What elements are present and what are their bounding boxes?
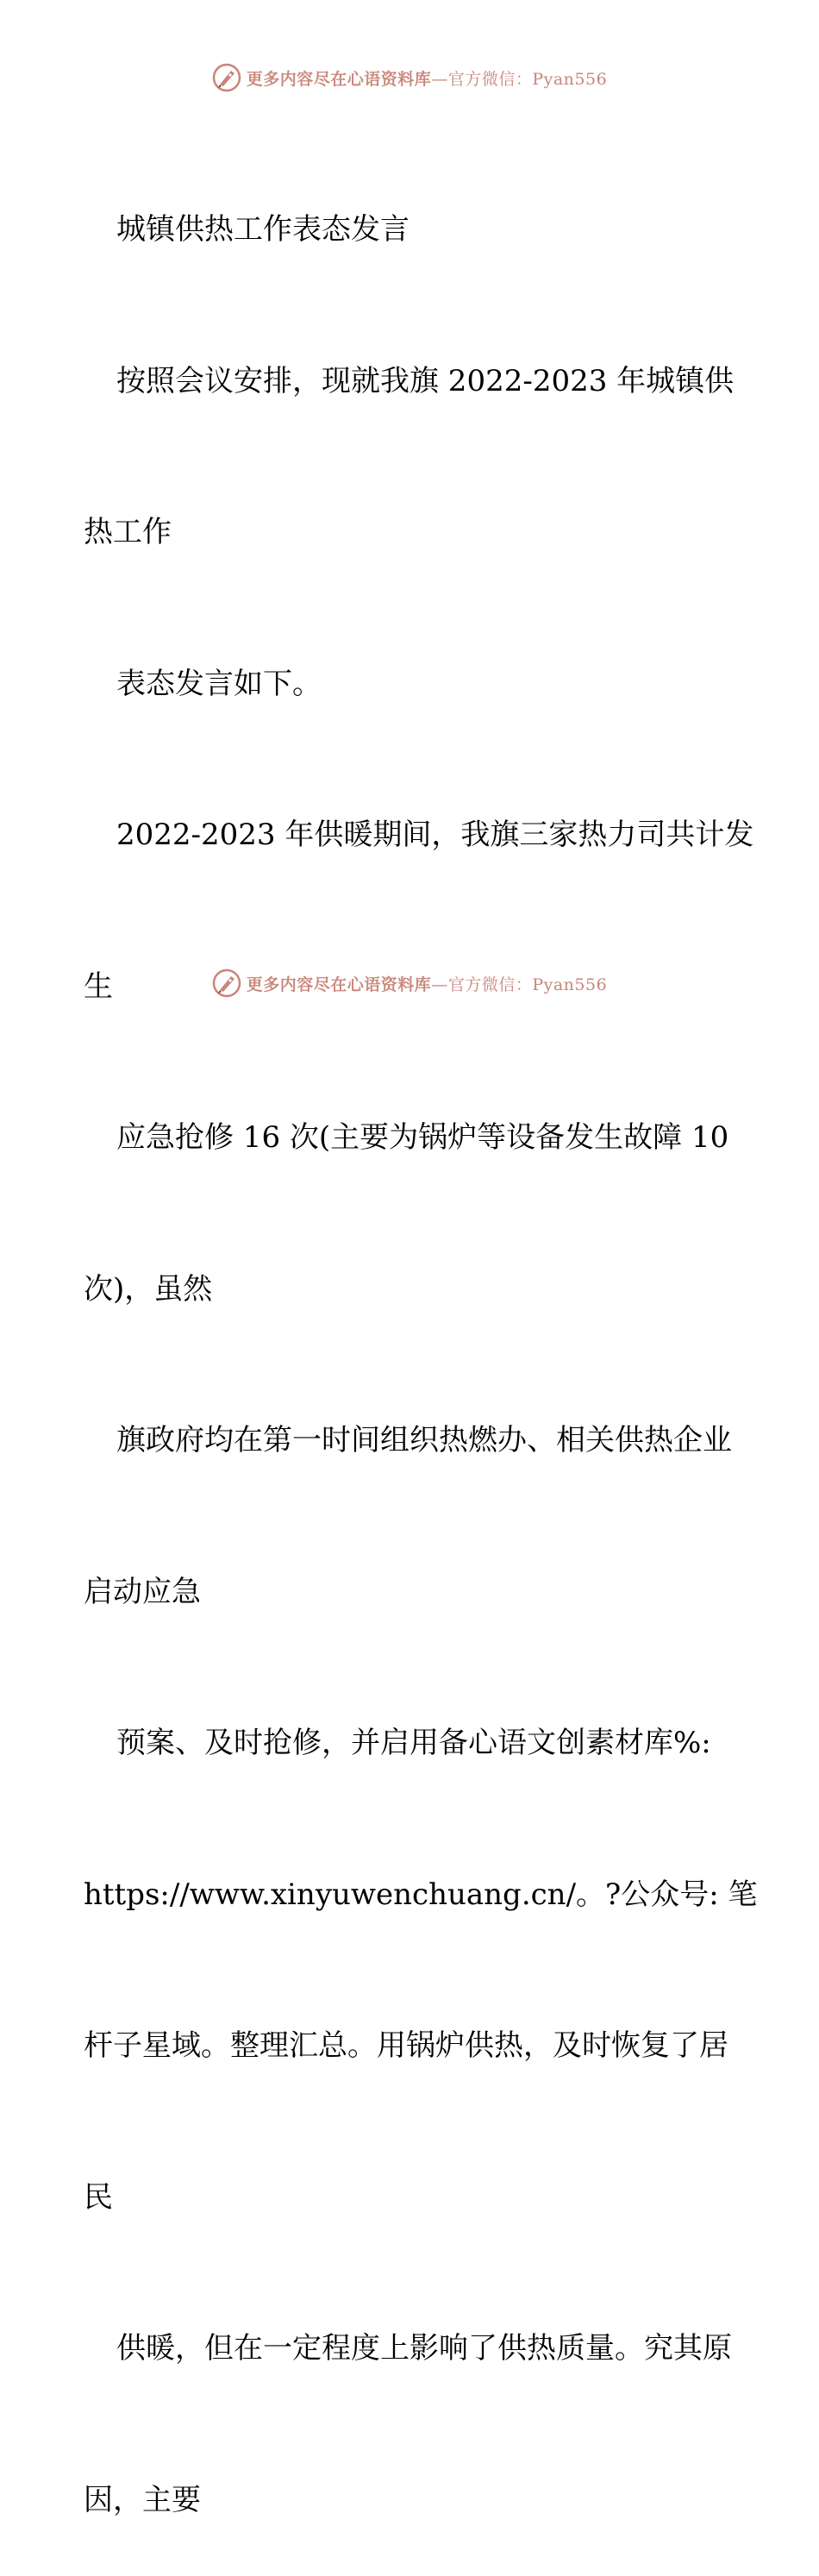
banner-site-text: 更多内容尽在心语资料库 [246,69,432,89]
doc-line: 表态发言如下。 [116,666,322,701]
doc-line: 杆子星域。整理汇总。用锅炉供热，及时恢复了居 [84,2028,728,2063]
quill-pen-logo-icon [212,968,241,998]
page-header [0,60,819,95]
banner-contact-id: Pyan556 [532,975,608,994]
doc-line: 供暖，但在一定程度上影响了供热质量。究其原 [116,2331,732,2366]
doc-line: 次)，虽然 [84,1271,213,1307]
banner-contact-label: 官方微信： [447,975,533,994]
doc-line: 旗政府均在第一时间组织热燃办、相关供热企业 [116,1423,732,1457]
footer-banner [212,968,607,998]
doc-line: 热工作 [84,515,172,549]
banner-contact-label: 官方微信： [447,69,533,89]
doc-line: 生 [84,968,113,1004]
doc-line: 民 [84,2179,113,2215]
doc-line: 启动应急 [84,1574,201,1609]
header-banner [212,63,607,92]
document-body [84,103,758,2576]
doc-line: 预案、及时抢修，并启用备心语文创素材库%: [116,1726,711,1760]
doc-line-url: https://www.xinyuwenchuang.cn/。?公众号: 笔 [84,1877,758,1912]
banner-text [247,972,607,995]
doc-line: 应急抢修 16 次(主要为锅炉等设备发生故障 10 [116,1120,729,1155]
doc-line: 2022-2023 年供暖期间，我旗三家热力司共计发 [116,818,754,852]
doc-line: 因，主要 [84,2482,201,2517]
doc-title-line: 城镇供热工作表态发言 [116,212,410,247]
doc-line: 按照会议安排，现就我旗 2022-2023 年城镇供 [116,363,735,398]
banner-dash: — [431,975,448,994]
banner-dash: — [431,69,448,89]
banner-site-text: 更多内容尽在心语资料库 [246,975,432,994]
banner-contact-id: Pyan556 [532,69,608,89]
page-footer [0,966,819,1000]
quill-pen-logo-icon [212,63,241,92]
banner-text [247,66,607,90]
